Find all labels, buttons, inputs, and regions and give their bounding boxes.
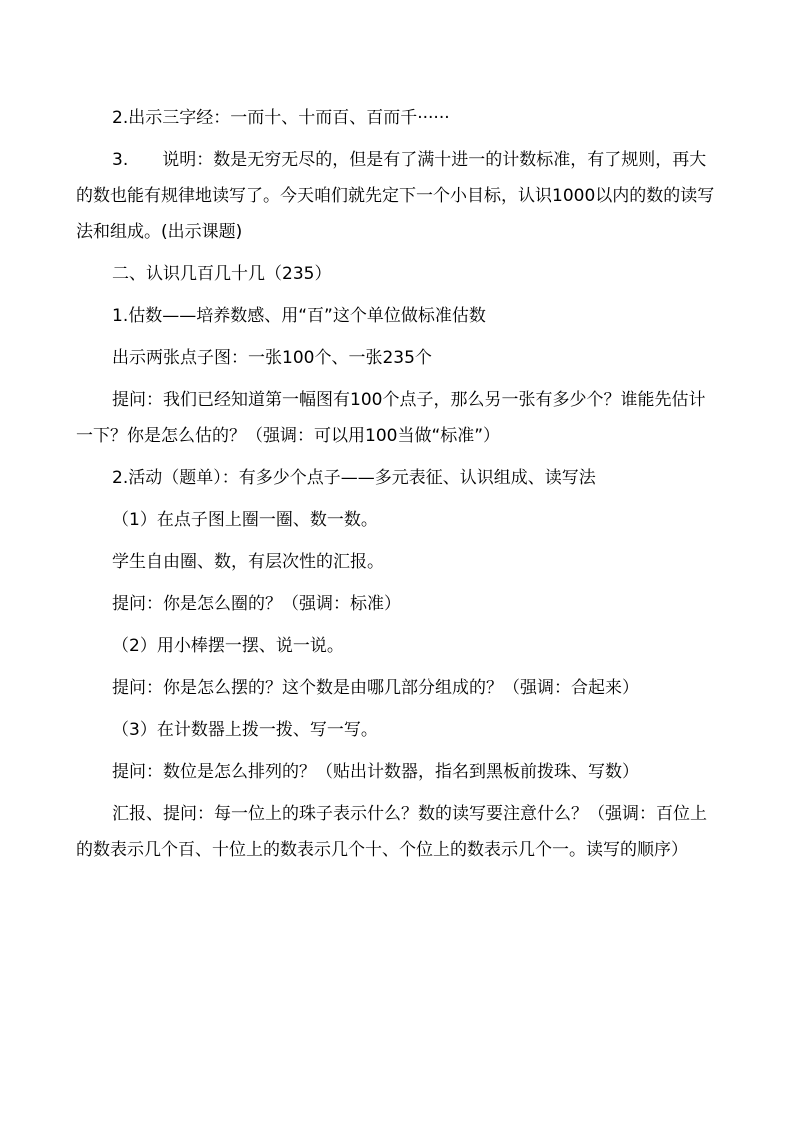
paragraph-student-report: 学生自由圈、数，有层次性的汇报。: [112, 552, 384, 572]
paragraph-estimation: 1.估数——培养数感、用“百”这个单位做标准估数: [112, 306, 486, 326]
paragraph-three-character-classic: 2.出示三字经：一而十、十而百、百而千······: [112, 108, 450, 128]
paragraph-question-place-value: 提问：数位是怎么排列的？（贴出计数器，指名到黑板前拨珠、写数）: [112, 762, 639, 782]
paragraph-question-sticks: 提问：你是怎么摆的？这个数是由哪几部分组成的？（强调：合起来）: [112, 678, 639, 698]
paragraph-report-question: 汇报、提问：每一位上的珠子表示什么？数的读写要注意什么？（强调：百位上的数表示几个百、十位上的数表示几个十、个位上的数表示几个一。读写的顺序）: [76, 804, 707, 860]
paragraph-question-estimate: 提问：我们已经知道第一幅图有100个点子，那么另一张有多少个？谁能先估计一下？你是怎么估的？（强调：可以用100当做“标准”）: [76, 390, 706, 446]
paragraph-step-2: （2）用小棒摆一摆、说一说。: [112, 636, 344, 656]
paragraph-dot-pictures: 出示两张点子图：一张100个、一张235个: [112, 348, 432, 368]
paragraph-explanation: 3. 说明：数是无穷无尽的，但是有了满十进一的计数标准，有了规则，再大的数也能有规律地读写了。今天咱们就先定下一个小目标，认识1000以内的数的读写法和组成。(出示课题): [76, 150, 715, 242]
paragraph-question-circle: 提问：你是怎么圈的？（强调：标准）: [112, 594, 401, 614]
paragraph-activity: 2.活动（题单）：有多少个点子——多元表征、认识组成、读写法: [112, 468, 596, 488]
paragraph-step-3: （3）在计数器上拨一拨、写一写。: [112, 720, 378, 740]
document-body: [76, 100, 721, 874]
paragraph-step-1: （1）在点子图上圈一圈、数一数。: [112, 510, 378, 530]
section-heading-235: 二、认识几百几十几（235）: [112, 264, 332, 284]
